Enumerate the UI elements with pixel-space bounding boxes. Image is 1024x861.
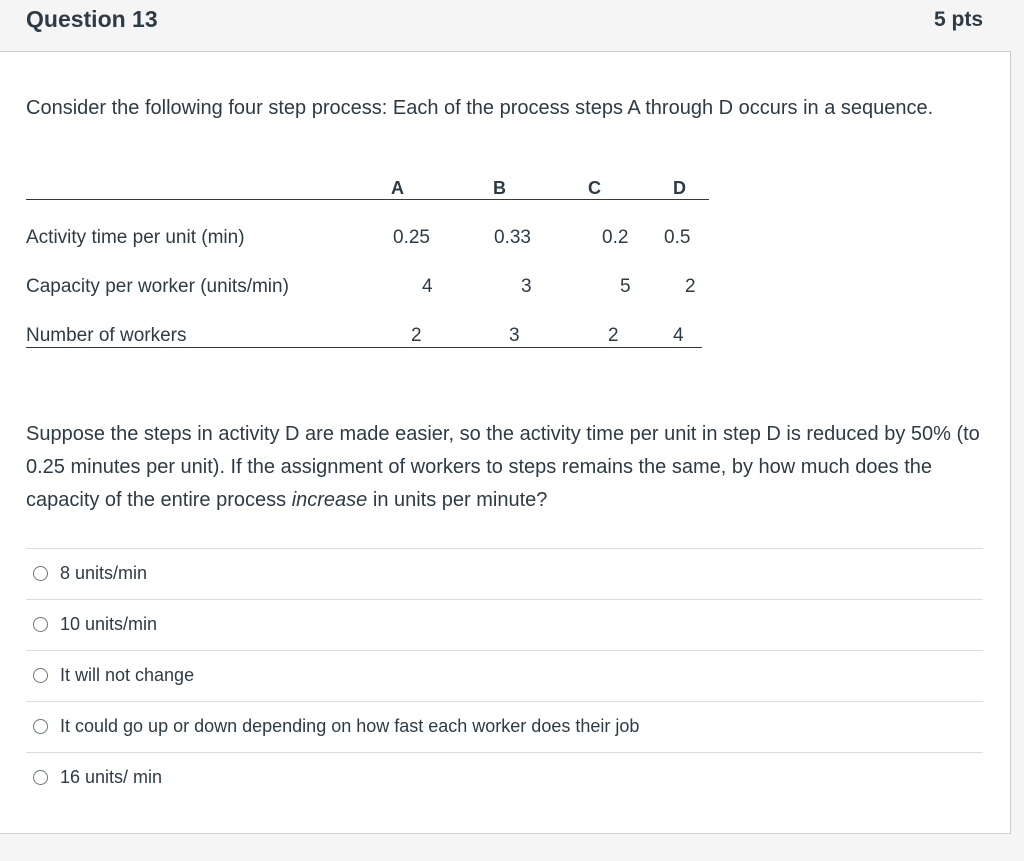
radio-button[interactable] — [33, 617, 48, 632]
answer-list — [26, 548, 983, 803]
question-header — [0, 0, 1011, 52]
question-text-emphasis: increase — [291, 489, 368, 511]
cell-activity-time-d: 0.5 — [664, 227, 691, 248]
cell-workers-b: 3 — [509, 325, 520, 346]
question-text-part2: in units per minute? — [367, 489, 548, 511]
answer-option[interactable] — [26, 548, 983, 599]
question-text-part1: Suppose the steps in activity D are made easier, so the activity time per unit in step D is reduced by 50% (to 0.25 minutes per unit). If the assignment of workers to steps remains the same, by how much does the capacity of the entire process — [26, 423, 980, 511]
cell-activity-time-a: 0.25 — [393, 227, 430, 248]
question-intro: Consider the following four step process: Each of the process steps A through D occurs in a sequence. — [26, 97, 934, 119]
cell-capacity-b: 3 — [521, 276, 532, 297]
cell-capacity-c: 5 — [620, 276, 631, 297]
radio-button[interactable] — [33, 770, 48, 785]
row-label-workers: Number of workers — [26, 325, 187, 346]
question-text — [26, 418, 986, 517]
answer-label: 10 units/min — [60, 614, 158, 634]
table-top-rule — [26, 199, 709, 200]
cell-capacity-d: 2 — [685, 276, 696, 297]
cell-workers-d: 4 — [673, 325, 684, 346]
row-label-capacity: Capacity per worker (units/min) — [26, 276, 289, 297]
answer-option[interactable] — [26, 599, 983, 650]
cell-activity-time-b: 0.33 — [494, 227, 531, 248]
answer-option[interactable] — [26, 701, 983, 752]
radio-button[interactable] — [33, 566, 48, 581]
answer-label: It will not change — [60, 665, 195, 685]
answer-label: 8 units/min — [60, 563, 148, 583]
answer-option[interactable] — [26, 650, 983, 701]
cell-workers-a: 2 — [411, 325, 422, 346]
radio-button[interactable] — [33, 668, 48, 683]
question-points: 5 pts — [933, 8, 983, 31]
radio-button[interactable] — [33, 719, 48, 734]
process-table — [26, 170, 726, 360]
column-header-d: D — [673, 178, 686, 198]
answer-label: It could go up or down depending on how fast each worker does their job — [60, 716, 640, 736]
column-header-a: A — [391, 178, 404, 198]
cell-workers-c: 2 — [608, 325, 619, 346]
question-title: Question 13 — [26, 6, 158, 32]
column-header-b: B — [493, 178, 506, 198]
cell-activity-time-c: 0.2 — [602, 227, 629, 248]
cell-capacity-a: 4 — [422, 276, 433, 297]
table-bottom-rule — [26, 347, 702, 348]
row-label-activity-time: Activity time per unit (min) — [26, 227, 245, 248]
answer-option[interactable] — [26, 752, 983, 803]
answer-label: 16 units/ min — [60, 767, 163, 787]
column-header-c: C — [588, 178, 601, 198]
